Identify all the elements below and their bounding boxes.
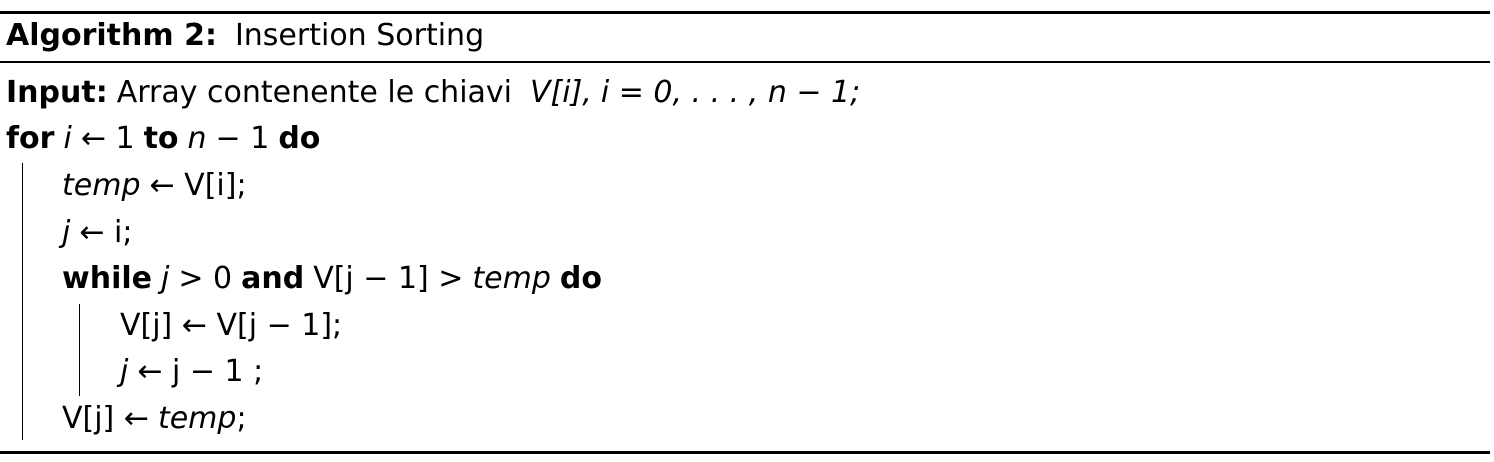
- while-keyword: while: [62, 261, 152, 296]
- algorithm-label: Algorithm 2:: [6, 18, 217, 53]
- algorithm-name: Insertion Sorting: [234, 18, 485, 53]
- for-upper: n: [187, 121, 207, 156]
- for-assign: ← 1: [80, 121, 135, 156]
- final-assign-line: [62, 401, 247, 437]
- top-rule: [0, 11, 1490, 14]
- dec-var: j: [120, 354, 129, 389]
- j-assign-line: [62, 215, 132, 251]
- for-upper-rest: − 1: [215, 121, 270, 156]
- j-var: j: [62, 215, 71, 250]
- while-block-bar: [79, 304, 80, 396]
- while-cond-temp: temp: [472, 261, 551, 296]
- j-assign: ← i;: [79, 215, 133, 250]
- for-line: [6, 121, 320, 157]
- to-keyword: to: [143, 121, 179, 156]
- for-keyword: for: [6, 121, 55, 156]
- while-cond-rest: > 0: [178, 261, 233, 296]
- decrement-line: [120, 354, 263, 390]
- bottom-rule: [0, 451, 1490, 454]
- while-line: [62, 261, 602, 297]
- while-cond-second: V[j − 1] >: [313, 261, 464, 296]
- for-var: i: [63, 121, 72, 156]
- final-lhs: V[j] ←: [62, 401, 149, 436]
- shift-line: [120, 308, 342, 344]
- temp-assign-line: [62, 168, 247, 204]
- dec-rest: ← j − 1 ;: [137, 354, 264, 389]
- while-do-keyword: do: [559, 261, 603, 296]
- algorithm-caption: [6, 18, 484, 54]
- final-rhs: temp: [157, 401, 237, 436]
- caption-rule: [0, 61, 1490, 63]
- shift-stmt: V[j] ← V[j − 1];: [120, 308, 343, 343]
- for-do-keyword: do: [278, 121, 321, 156]
- temp-var: temp: [62, 168, 141, 203]
- for-block-bar: [22, 163, 23, 440]
- input-array-expr: V[i],: [530, 75, 592, 110]
- temp-assign: ← V[i];: [149, 168, 247, 203]
- and-keyword: and: [241, 261, 305, 296]
- input-index-expr: i = 0, . . . , n − 1;: [600, 75, 861, 110]
- input-description: Array contenente le chiavi: [116, 75, 513, 110]
- final-end: ;: [236, 401, 247, 436]
- input-line: [6, 75, 860, 111]
- input-keyword: Input:: [6, 75, 108, 110]
- while-cond-var: j: [161, 261, 170, 296]
